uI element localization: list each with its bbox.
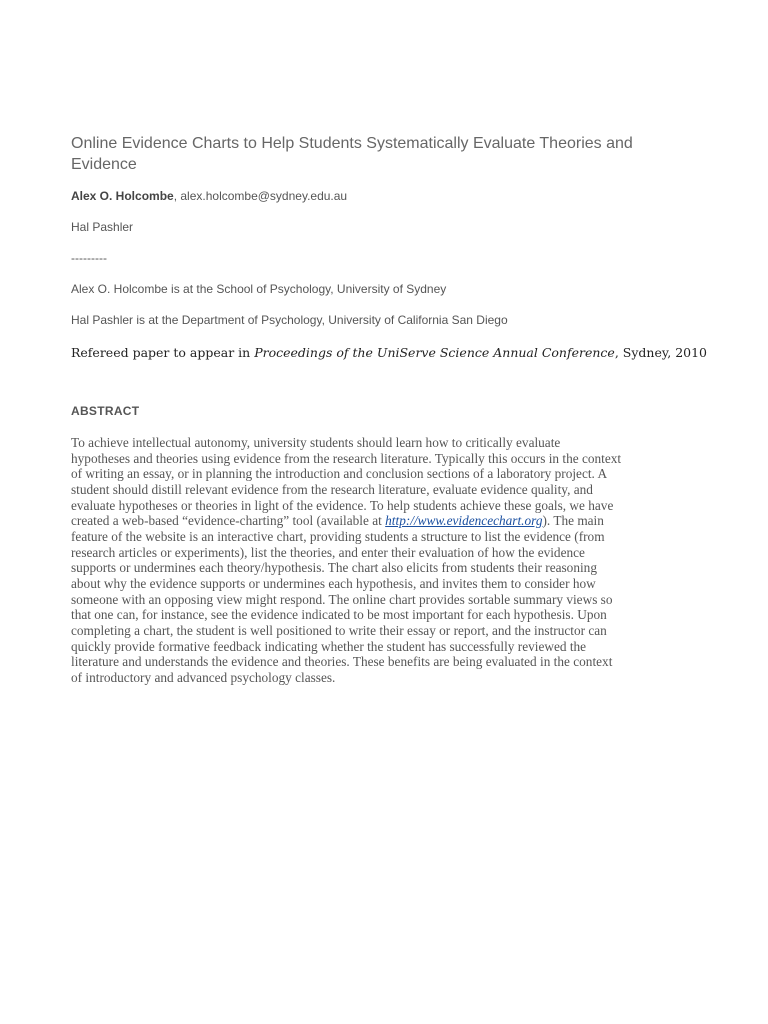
abstract-line: of writing an essay, or in planning the introduction and conclusion sections of a laboratory project. A — [71, 466, 608, 482]
author-email-1: , alex.holcombe@sydney.edu.au — [173, 189, 348, 203]
refereed-note — [71, 344, 707, 362]
abstract-heading: ABSTRACT — [71, 404, 140, 418]
abstract-line: of introductory and advanced psychology classes. — [71, 669, 336, 685]
abstract-line: completing a chart, the student is well positioned to write their essay or report, and the instructor can — [71, 622, 607, 638]
refereed-venue: Proceedings of the UniServe Science Annual Conference — [254, 345, 615, 360]
abstract-link-prefix: created a web-based “evidence-charting” tool (available at — [71, 513, 386, 529]
abstract-line: feature of the website is an interactive chart, providing students a structure to list the evidence (from — [71, 528, 605, 544]
author-line-1 — [71, 189, 347, 204]
evidencechart-link[interactable]: http://www.evidencechart.org — [385, 513, 543, 529]
affiliation-2: Hal Pashler is at the Department of Psychology, University of California San Diego — [71, 313, 508, 327]
abstract-line: literature and understands the evidence and theories. These benefits are being evaluated in the context — [71, 654, 613, 670]
abstract-line: that one can, for instance, see the evidence indicated to be most important for each hypothesis. Upon — [71, 607, 607, 623]
abstract-link-suffix: ). The main — [542, 513, 604, 529]
abstract-body — [71, 435, 699, 686]
author-name-1: Alex O. Holcombe — [71, 189, 174, 203]
abstract-line: student should distill relevant evidence from the research literature, evaluate evidence quality, and — [71, 481, 593, 497]
abstract-line: research articles or experiments), list the theories, and enter their evaluation of how the evidence — [71, 544, 585, 560]
abstract-line: hypotheses and theories using evidence from the research literature. Typically this occurs in the context — [71, 450, 622, 466]
refereed-suffix: , Sydney, 2010 — [614, 345, 708, 360]
author-name-2: Hal Pashler — [71, 220, 134, 234]
refereed-prefix: Refereed paper to appear in — [71, 345, 255, 360]
abstract-line: about why the evidence supports or undermines each hypothesis, and invites them to consider how — [71, 575, 596, 591]
abstract-line: evaluate hypotheses or theories in light of the evidence. To help students achieve these goals, we have — [71, 497, 614, 513]
separator-line: --------- — [71, 251, 107, 265]
abstract-line: supports or undermines each theory/hypothesis. The chart also elicits from students their reasoning — [71, 560, 597, 576]
abstract-line: quickly provide formative feedback indicating whether the student has successfully reviewed the — [71, 638, 587, 654]
paper-title: Online Evidence Charts to Help Students Systematically Evaluate Theories and Evidence — [71, 135, 633, 173]
affiliation-1: Alex O. Holcombe is at the School of Psychology, University of Sydney — [71, 282, 447, 296]
abstract-line: someone with an opposing view might respond. The online chart provides sortable summary views so — [71, 591, 613, 607]
abstract-link-line — [71, 513, 699, 529]
abstract-line: To achieve intellectual autonomy, university students should learn how to critically evaluate — [71, 435, 561, 450]
